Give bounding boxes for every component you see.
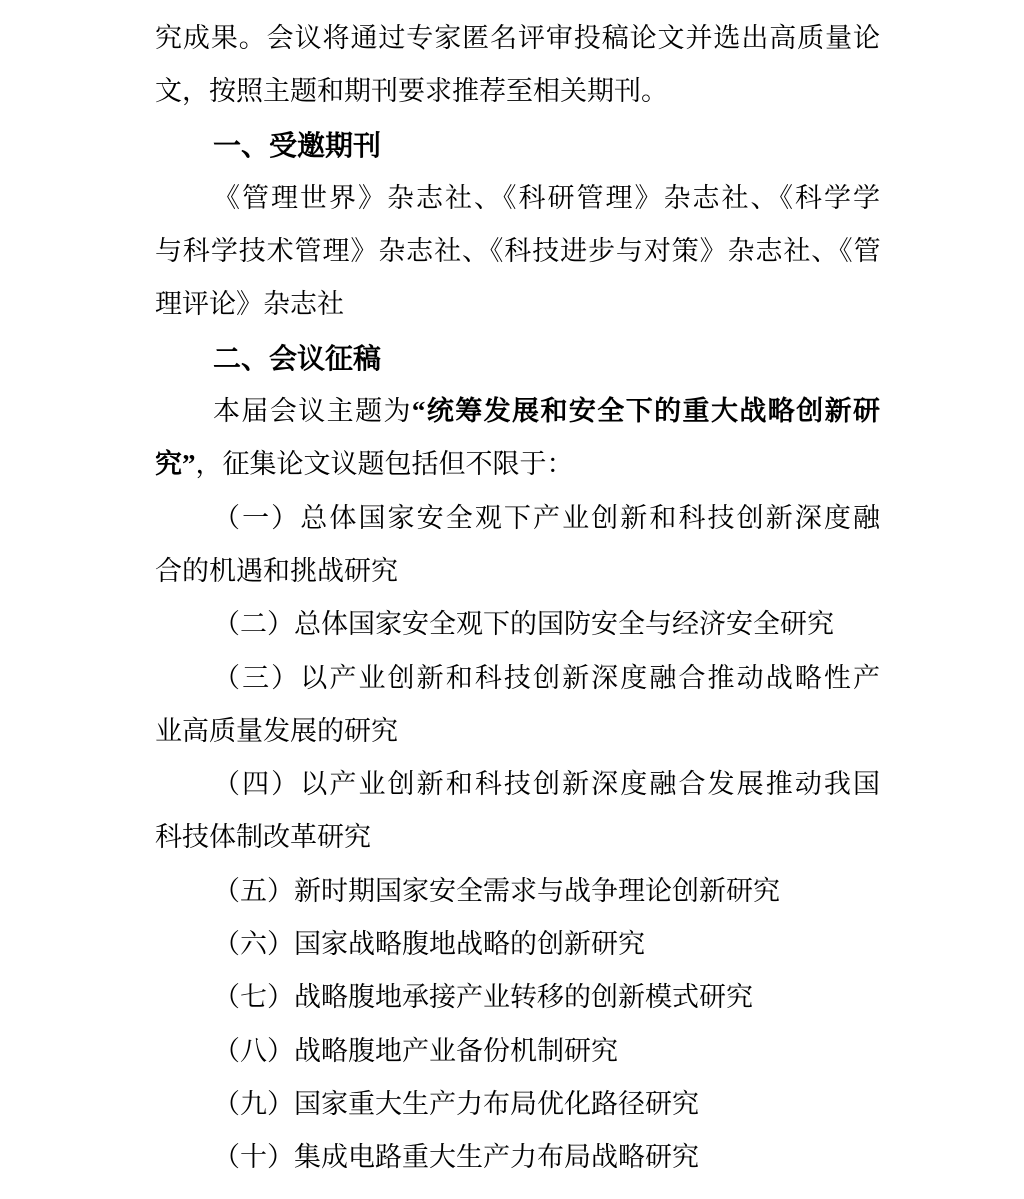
topic-4-line-1: [155, 758, 880, 811]
topic-10: [155, 1131, 880, 1184]
theme-line-2: [155, 438, 880, 491]
text-segment: （七）战略腹地承接产业转移的创新模式研究: [213, 982, 753, 1013]
text-segment: 文，按照主题和期刊要求推荐至相关期刊。: [155, 76, 668, 107]
text-segment: （二）总体国家安全观下的国防安全与经济安全研究: [213, 609, 834, 640]
topic-9: [155, 1078, 880, 1131]
theme-line-1: [155, 385, 880, 438]
text-segment: （一）总体国家安全观下产业创新和科技创新深度融: [213, 502, 880, 533]
topic-4-line-2: [155, 811, 880, 864]
journals-line-2: [155, 225, 880, 278]
text-segment: 业高质量发展的研究: [155, 715, 398, 746]
journals-line-3: [155, 278, 880, 331]
text-segment: 理评论》杂志社: [155, 289, 344, 320]
theme-bold-text: 究”: [155, 449, 196, 480]
topic-2: [155, 598, 880, 651]
heading-text: 二、会议征稿: [213, 342, 382, 374]
theme-bold-text: “统筹发展和安全下的重大战略创新研: [411, 396, 880, 427]
heading-text: 一、受邀期刊: [213, 129, 382, 161]
text-segment: （五）新时期国家安全需求与战争理论创新研究: [213, 875, 780, 906]
topic-1-line-1: [155, 492, 880, 545]
heading-invited-journals: [155, 119, 880, 172]
text-segment: （四）以产业创新和科技创新深度融合发展推动我国: [213, 769, 880, 800]
text-segment: 科技体制改革研究: [155, 822, 371, 853]
text-segment: （九）国家重大生产力布局优化路径研究: [213, 1088, 699, 1119]
intro-line-2: [155, 65, 880, 118]
text-segment: ，征集论文议题包括但不限于：: [195, 449, 574, 480]
topic-3-line-1: [155, 652, 880, 705]
topic-8: [155, 1025, 880, 1078]
text-segment: （十）集成电路重大生产力布局战略研究: [213, 1142, 699, 1173]
topic-5: [155, 865, 880, 918]
topic-7: [155, 971, 880, 1024]
intro-line-1: [155, 12, 880, 65]
topic-1-line-2: [155, 545, 880, 598]
journals-line-1: [155, 172, 880, 225]
text-segment: 《管理世界》杂志社、《科研管理》杂志社、《科学学: [213, 182, 880, 213]
text-segment: 本届会议主题为: [213, 396, 412, 427]
text-segment: 究成果。会议将通过专家匿名评审投稿论文并选出高质量论: [155, 23, 880, 53]
text-segment: 与科学技术管理》杂志社、《科技进步与对策》杂志社、《管: [155, 236, 880, 267]
text-segment: 合的机遇和挑战研究: [155, 555, 398, 586]
text-segment: （三）以产业创新和科技创新深度融合推动战略性产: [213, 662, 880, 693]
topic-3-line-2: [155, 705, 880, 758]
text-segment: （八）战略腹地产业备份机制研究: [213, 1035, 618, 1066]
text-segment: （六）国家战略腹地战略的创新研究: [213, 929, 645, 960]
heading-call-for-papers: [155, 332, 880, 385]
topic-6: [155, 918, 880, 971]
